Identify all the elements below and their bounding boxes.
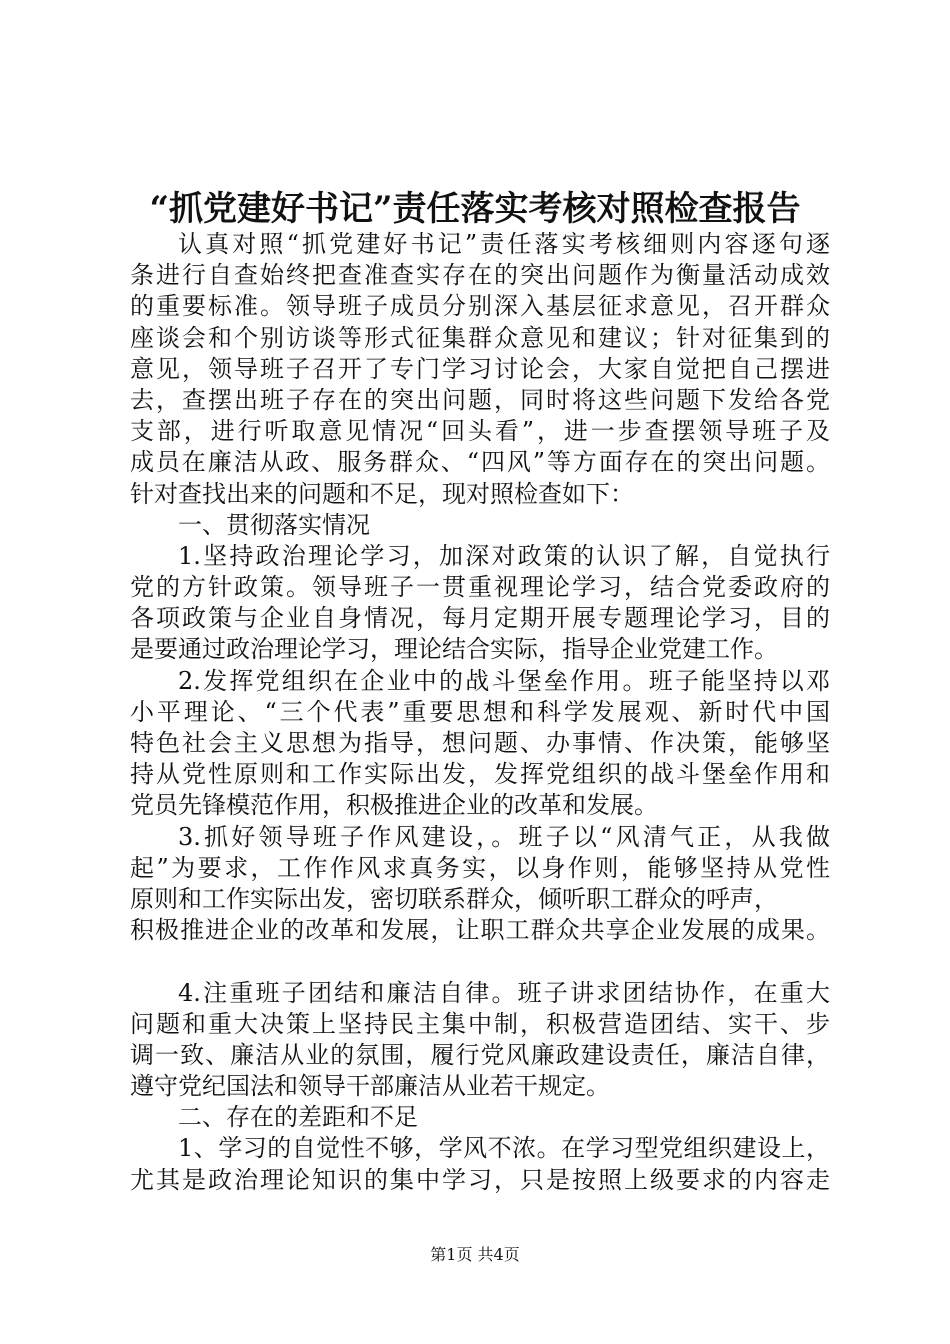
paragraph-line: 党的方针政策。领导班子一贯重视理论学习，结合党委政府的 [130,573,830,602]
paragraph-line: 特色社会主义思想为指导，想问题、办事情、作决策，能够坚 [130,729,830,757]
paragraph-line: 针对查找出来的问题和不足，现对照检查如下： [130,479,634,508]
paragraph-line: 是要通过政治理论学习，理论结合实际，指导企业党建工作。 [130,635,778,664]
paragraph-line: 意见，领导班子召开了专门学习讨论会，大家自觉把自己摆进 [130,354,830,383]
paragraph-line: 支部，进行听取意见情况“回头看”，进一步查摆领导班子及 [130,417,830,446]
section-heading: 一、贯彻落实情况 [178,510,370,539]
paragraph-line: 去，查摆出班子存在的突出问题，同时将这些问题下发给各党 [130,385,830,414]
paragraph-line: 党员先锋模范作用，积极推进企业的改革和发展。 [130,791,658,820]
paragraph-line: 遵守党纪国法和领导干部廉洁从业若干规定。 [130,1072,610,1101]
paragraph-line: 起”为要求，工作作风求真务实，以身作则，能够坚持从党性 [130,853,830,882]
paragraph-line: 条进行自查始终把查准查实存在的突出问题作为衡量活动成效 [130,261,830,290]
paragraph-line: 1.坚持政治理论学习，加深对政策的认识了解，自觉执行 [178,541,830,570]
paragraph-line: 积极推进企业的改革和发展，让职工群众共享企业发展的成果。 [130,916,830,945]
paragraph-line: 2.发挥党组织在企业中的战斗堡垒作用。班子能坚持以邓 [178,666,830,695]
paragraph-line: 调一致、廉洁从业的氛围，履行党风廉政建设责任，廉洁自律， [130,1040,830,1069]
paragraph-line: 成员在廉洁从政、服务群众、“四风”等方面存在的突出问题。 [130,448,830,477]
paragraph-line: 3.抓好领导班子作风建设，。班子以“风清气正，从我做 [178,822,830,851]
paragraph-line: 4.注重班子团结和廉洁自律。班子讲求团结协作，在重大 [178,978,830,1007]
paragraph-line: 认真对照“抓党建好书记”责任落实考核细则内容逐句逐 [178,230,830,258]
paragraph-line: 各项政策与企业自身情况，每月定期开展专题理论学习，目的 [130,604,830,633]
page-number-footer: 第1页 共4页 [430,1245,520,1264]
paragraph-line: 小平理论、“三个代表”重要思想和科学发展观、新时代中国 [130,697,830,726]
paragraph-line: 的重要标准。领导班子成员分别深入基层征求意见，召开群众 [130,292,830,321]
paragraph-line: 原则和工作实际出发，密切联系群众，倾听职工群众的呼声， [130,884,778,913]
section-heading: 二、存在的差距和不足 [178,1103,418,1132]
paragraph-line: 尤其是政治理论知识的集中学习，只是按照上级要求的内容走 [130,1165,830,1194]
paragraph-line: 问题和重大决策上坚持民主集中制，积极营造团结、实干、步 [130,1009,830,1038]
document-title: “抓党建好书记”责任落实考核对照检查报告 [149,189,801,229]
paragraph-line: 持从党性原则和工作实际出发，发挥党组织的战斗堡垒作用和 [130,760,830,789]
paragraph-line: 座谈会和个别访谈等形式征集群众意见和建议；针对征集到的 [130,323,830,352]
document-body [130,229,830,1196]
paragraph-line: 1、学习的自觉性不够，学风不浓。在学习型党组织建设上， [178,1134,830,1163]
blank-line [130,946,830,977]
